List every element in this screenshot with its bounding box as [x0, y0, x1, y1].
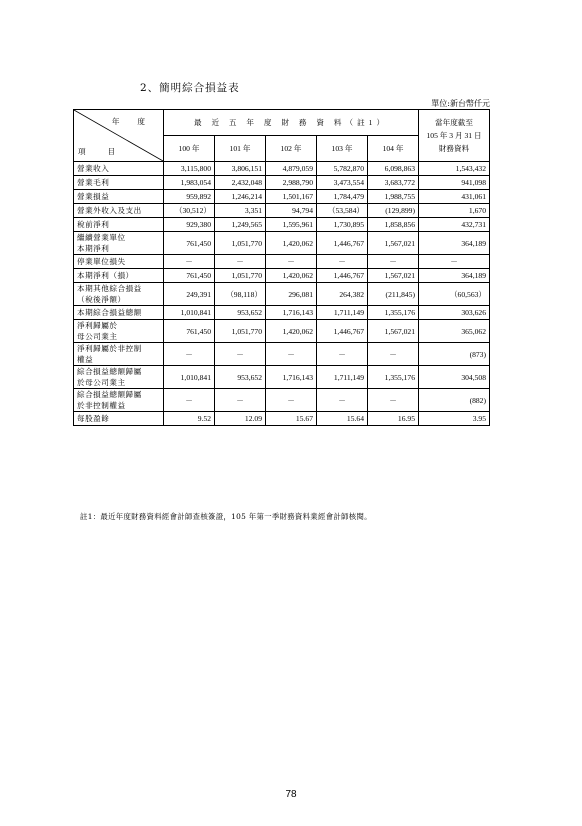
value-cell: 1,670: [419, 204, 490, 218]
value-cell: 264,382: [317, 283, 368, 306]
value-cell: 3,115,800: [164, 162, 215, 176]
value-cell: －: [164, 255, 215, 269]
value-cell: 16.95: [368, 412, 419, 426]
value-cell: －: [368, 255, 419, 269]
year-header: 101 年: [215, 136, 266, 162]
value-cell: (882): [419, 389, 490, 412]
row-label: [74, 269, 164, 283]
value-cell: 1,355,176: [368, 366, 419, 389]
five-year-header: 最 近 五 年 度 財 務 資 料（註1）: [164, 110, 419, 136]
value-cell: －: [266, 255, 317, 269]
value-cell: (211,845): [368, 283, 419, 306]
value-cell: 1,595,961: [266, 218, 317, 232]
corner-header-cell: [74, 110, 164, 162]
value-cell: 941,098: [419, 176, 490, 190]
value-cell: 959,892: [164, 190, 215, 204]
current-header-line1: 當年度截至: [435, 118, 473, 127]
value-cell: 296,081: [266, 283, 317, 306]
value-cell: 1,246,214: [215, 190, 266, 204]
value-cell: 431,061: [419, 190, 490, 204]
value-cell: －: [368, 343, 419, 366]
value-cell: －: [266, 343, 317, 366]
value-cell: 3,473,554: [317, 176, 368, 190]
value-cell: 953,652: [215, 366, 266, 389]
row-label-line1: 營業毛利: [77, 178, 110, 187]
value-cell: －: [419, 255, 490, 269]
value-cell: 3,351: [215, 204, 266, 218]
row-label-line1: 淨利歸屬於非控制: [77, 344, 142, 353]
row-label-line2: 本期淨利: [77, 244, 110, 253]
table-row: [74, 306, 490, 320]
year-header: 102 年: [266, 136, 317, 162]
row-label: [74, 320, 164, 343]
value-cell: 953,652: [215, 306, 266, 320]
row-label-line2: 於非控制權益: [77, 401, 126, 410]
corner-item-label: 項 目: [78, 147, 126, 156]
value-cell: 1,567,021: [368, 269, 419, 283]
value-cell: 1,446,767: [317, 232, 368, 255]
row-label-line2: （稅後淨額）: [77, 295, 126, 304]
value-cell: （53,584）: [317, 204, 368, 218]
value-cell: －: [215, 255, 266, 269]
value-cell: －: [215, 389, 266, 412]
value-cell: －: [317, 255, 368, 269]
value-cell: 365,062: [419, 320, 490, 343]
current-header-line2: 105 年 3 月 31 日: [426, 131, 482, 140]
unit-label: 單位:新台幣仟元: [431, 99, 490, 108]
table-row: [74, 218, 490, 232]
table-row: [74, 232, 490, 255]
current-header-line3: 財務資料: [438, 144, 470, 153]
value-cell: (129,899): [368, 204, 419, 218]
value-cell: 5,782,870: [317, 162, 368, 176]
row-label: [74, 306, 164, 320]
value-cell: 1,420,062: [266, 232, 317, 255]
year-header: 104 年: [368, 136, 419, 162]
value-cell: 3,683,772: [368, 176, 419, 190]
value-cell: （30,512）: [164, 204, 215, 218]
value-cell: 94,794: [266, 204, 317, 218]
value-cell: 1,355,176: [368, 306, 419, 320]
value-cell: 1,051,770: [215, 269, 266, 283]
value-cell: 1,858,856: [368, 218, 419, 232]
row-label-line2: 權益: [77, 355, 94, 364]
value-cell: 1,784,479: [317, 190, 368, 204]
value-cell: －: [317, 389, 368, 412]
row-label-line1: 本期綜合損益總額: [77, 308, 142, 317]
table-row: [74, 366, 490, 389]
row-label-line1: 營業外收入及支出: [77, 206, 142, 215]
value-cell: 249,391: [164, 283, 215, 306]
table-row: [74, 343, 490, 366]
value-cell: 3.95: [419, 412, 490, 426]
value-cell: 2,432,048: [215, 176, 266, 190]
value-cell: 4,879,059: [266, 162, 317, 176]
row-label-line1: 本期其他綜合損益: [77, 284, 142, 293]
page-number: 78: [285, 789, 297, 800]
row-label-line1: 繼續營業單位: [77, 233, 126, 242]
row-label: [74, 162, 164, 176]
table-row: [74, 269, 490, 283]
value-cell: 1,249,565: [215, 218, 266, 232]
value-cell: 761,450: [164, 269, 215, 283]
row-label: [74, 190, 164, 204]
value-cell: 1,711,149: [317, 366, 368, 389]
section-title: 2、簡明綜合損益表: [140, 82, 240, 94]
value-cell: （60,563）: [419, 283, 490, 306]
value-cell: 303,626: [419, 306, 490, 320]
row-label-line1: 營業收入: [77, 164, 110, 173]
value-cell: －: [317, 343, 368, 366]
value-cell: （98,118）: [215, 283, 266, 306]
row-label-line1: 停業單位損失: [77, 257, 126, 266]
table-row: [74, 190, 490, 204]
value-cell: 9.52: [164, 412, 215, 426]
value-cell: 761,450: [164, 320, 215, 343]
row-label-line1: 本期淨利（損）: [77, 271, 134, 280]
value-cell: 2,988,790: [266, 176, 317, 190]
row-label-line2: 母公司業主: [77, 332, 118, 341]
value-cell: 12.09: [215, 412, 266, 426]
year-header: 103 年: [317, 136, 368, 162]
value-cell: 1,010,841: [164, 366, 215, 389]
value-cell: 1,420,062: [266, 269, 317, 283]
value-cell: 1,711,149: [317, 306, 368, 320]
value-cell: 15.67: [266, 412, 317, 426]
value-cell: 432,731: [419, 218, 490, 232]
row-label: [74, 204, 164, 218]
row-label-line2: 於母公司業主: [77, 378, 126, 387]
table-row: [74, 162, 490, 176]
footnote: 註1：最近年度財務資料經會計師查核簽證，105 年第一季財務資料業經會計師核閱。: [80, 512, 372, 521]
row-label-line1: 營業損益: [77, 192, 110, 201]
value-cell: 3,806,151: [215, 162, 266, 176]
value-cell: 15.64: [317, 412, 368, 426]
value-cell: 1,446,767: [317, 269, 368, 283]
value-cell: 1,501,167: [266, 190, 317, 204]
value-cell: 1,716,143: [266, 306, 317, 320]
row-label: [74, 232, 164, 255]
value-cell: 1,567,021: [368, 320, 419, 343]
value-cell: －: [164, 389, 215, 412]
value-cell: 1,567,021: [368, 232, 419, 255]
income-statement-table: [73, 109, 490, 426]
row-label: [74, 412, 164, 426]
value-cell: 1,446,767: [317, 320, 368, 343]
value-cell: －: [215, 343, 266, 366]
table-body: [74, 162, 490, 426]
current-period-header: [419, 110, 490, 162]
value-cell: 1,988,755: [368, 190, 419, 204]
row-label: [74, 218, 164, 232]
row-label: [74, 255, 164, 269]
table-row: [74, 320, 490, 343]
value-cell: 1,051,770: [215, 232, 266, 255]
value-cell: 304,508: [419, 366, 490, 389]
table-row: [74, 255, 490, 269]
row-label-line1: 每股盈餘: [77, 414, 110, 423]
row-label: [74, 343, 164, 366]
table-row: [74, 412, 490, 426]
table-row: [74, 204, 490, 218]
value-cell: (873): [419, 343, 490, 366]
row-label: [74, 283, 164, 306]
row-label-line1: 淨利歸屬於: [77, 321, 118, 330]
row-label: [74, 366, 164, 389]
year-header: 100 年: [164, 136, 215, 162]
table-row: [74, 389, 490, 412]
value-cell: 761,450: [164, 232, 215, 255]
value-cell: 1,983,054: [164, 176, 215, 190]
value-cell: 6,098,863: [368, 162, 419, 176]
value-cell: 1,051,770: [215, 320, 266, 343]
corner-year-label: 年 度: [111, 117, 153, 126]
value-cell: －: [164, 343, 215, 366]
value-cell: 1,010,841: [164, 306, 215, 320]
value-cell: 364,189: [419, 232, 490, 255]
row-label: [74, 176, 164, 190]
value-cell: 364,189: [419, 269, 490, 283]
row-label: [74, 389, 164, 412]
value-cell: 1,543,432: [419, 162, 490, 176]
table-row: [74, 283, 490, 306]
header-row-1: [74, 110, 490, 136]
value-cell: －: [266, 389, 317, 412]
value-cell: 1,420,062: [266, 320, 317, 343]
value-cell: －: [368, 389, 419, 412]
value-cell: 1,730,895: [317, 218, 368, 232]
row-label-line1: 綜合損益總額歸屬: [77, 390, 142, 399]
table-row: [74, 176, 490, 190]
row-label-line1: 稅前淨利: [77, 220, 110, 229]
row-label-line1: 綜合損益總額歸屬: [77, 367, 142, 376]
value-cell: 1,716,143: [266, 366, 317, 389]
value-cell: 929,380: [164, 218, 215, 232]
